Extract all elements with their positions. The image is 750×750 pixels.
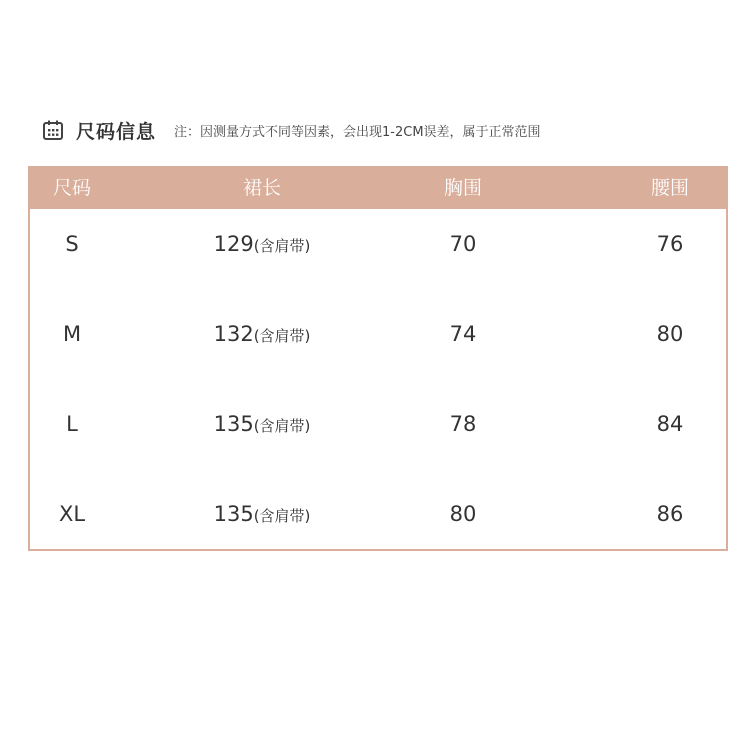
cell-length-value: 135: [213, 412, 254, 436]
measurement-note: 注：因测量方式不同等因素，会出现1-2CM误差，属于正常范围: [174, 124, 541, 140]
cell-size: XL: [58, 502, 86, 526]
cell-length: [214, 314, 311, 354]
cell-length-note: (含肩带): [253, 327, 311, 345]
size-table: [28, 166, 728, 551]
page-title: 尺码信息: [76, 120, 157, 143]
cell-length: [214, 494, 311, 534]
table-row: [30, 224, 726, 264]
cell-size: M: [62, 322, 82, 346]
cell-waist: 80: [656, 322, 684, 346]
cell-chest: 74: [449, 322, 477, 346]
cell-length-value: 129: [213, 232, 254, 256]
cell-waist: 86: [656, 502, 684, 526]
cell-length-note: (含肩带): [253, 237, 311, 255]
cell-length-value: 135: [213, 502, 254, 526]
cell-length: [214, 224, 311, 264]
table-header: [30, 168, 726, 209]
column-header-chest: 胸围: [443, 177, 483, 199]
cell-chest: 80: [449, 502, 477, 526]
cell-length-value: 132: [213, 322, 254, 346]
calendar-icon: [42, 119, 64, 141]
cell-length-note: (含肩带): [253, 507, 311, 525]
cell-chest: 78: [449, 412, 477, 436]
table-row: [30, 494, 726, 534]
table-row: [30, 314, 726, 354]
cell-length: [214, 404, 311, 444]
cell-length-note: (含肩带): [253, 417, 311, 435]
column-header-size: 尺码: [52, 177, 92, 199]
cell-size: S: [65, 232, 79, 256]
column-header-length: 裙长: [242, 177, 282, 199]
cell-size: L: [66, 412, 78, 436]
table-row: [30, 404, 726, 444]
cell-waist: 76: [656, 232, 684, 256]
column-header-waist: 腰围: [650, 177, 690, 199]
cell-chest: 70: [449, 232, 477, 256]
size-info-header: [42, 116, 541, 144]
cell-waist: 84: [656, 412, 684, 436]
